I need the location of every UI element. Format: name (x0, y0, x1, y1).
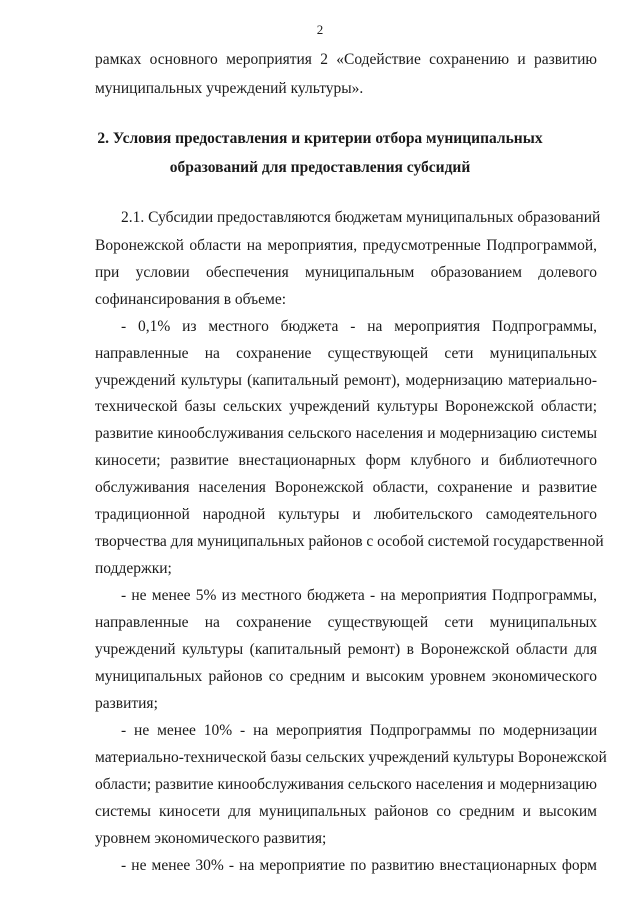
list-item-line: направленные на сохранение существующей сети муниципальных (95, 345, 597, 362)
list-item-line: системы киносети для муниципальных районов со средним и высоким (95, 803, 597, 820)
list-item-line: поддержки; (95, 560, 172, 577)
section-heading: образований для предоставления субсидий (169, 159, 471, 176)
list-item-line: технической базы сельских учреждений культуры Воронежской области; (95, 398, 597, 415)
list-item-line: - не менее 10% - на мероприятия Подпрограммы по модернизации (121, 722, 597, 739)
intro-line: муниципальных учреждений культуры». (95, 80, 364, 97)
list-item-line: - не менее 30% - на мероприятие по развитию внестационарных форм (121, 857, 597, 874)
paragraph-line: 2.1. Субсидии предоставляются бюджетам муниципальных образований (121, 209, 601, 226)
paragraph-line: Воронежской области на мероприятия, предусмотренные Подпрограммой, (95, 237, 597, 254)
page-number: 2 (316, 22, 324, 37)
list-item-line: области; развитие кинообслуживания сельского населения и модернизацию (95, 776, 597, 793)
list-item-line: киносети; развитие внестационарных форм клубного и библиотечного (95, 452, 597, 469)
list-item-line: материально-технической базы сельских учреждений культуры Воронежской (95, 749, 607, 766)
list-item-line: уровнем экономического развития; (95, 830, 327, 847)
paragraph-line: при условии обеспечения муниципальным образованием долевого (95, 264, 597, 281)
list-item-line: муниципальных районов со средним и высоким уровнем экономического (95, 668, 597, 685)
list-item-line: - не менее 5% из местного бюджета - на мероприятия Подпрограммы, (121, 587, 597, 604)
section-heading: 2. Условия предоставления и критерии отбора муниципальных (97, 130, 543, 147)
list-item-line: развитие кинообслуживания сельского населения и модернизацию системы (95, 425, 597, 442)
list-item-line: творчества для муниципальных районов с особой системой государственной (95, 533, 604, 550)
list-item-line: традиционной народной культуры и любительского самодеятельного (95, 506, 597, 523)
list-item-line: развития; (95, 695, 158, 712)
paragraph-line: софинансирования в объеме: (95, 291, 287, 308)
list-item-line: учреждений культуры (капитальный ремонт), модернизацию материально- (95, 372, 597, 389)
list-item-line: обслуживания населения Воронежской области, сохранение и развитие (95, 479, 597, 496)
intro-line: рамках основного мероприятия 2 «Содействие сохранению и развитию (95, 51, 597, 68)
list-item-line: учреждений культуры (капитальный ремонт) в Воронежской области для (95, 641, 597, 658)
list-item-line: - 0,1% из местного бюджета - на мероприятия Подпрограммы, (121, 318, 597, 335)
list-item-line: направленные на сохранение существующей сети муниципальных (95, 614, 597, 631)
